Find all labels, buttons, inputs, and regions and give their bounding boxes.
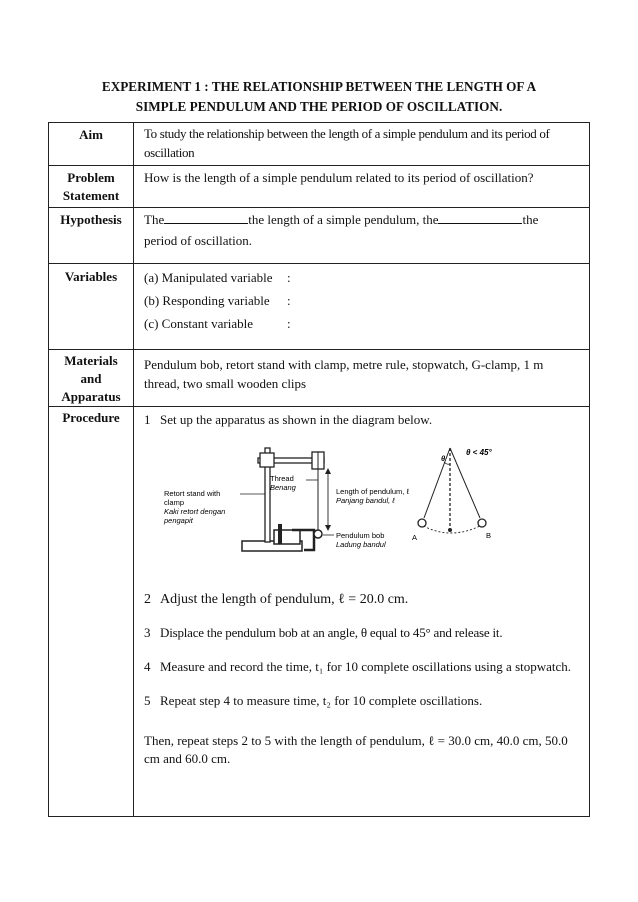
step-5-number: 5 <box>144 693 151 708</box>
hypothesis-row <box>49 208 590 264</box>
materials-label-line-3: Apparatus <box>61 389 121 404</box>
variables-row <box>49 264 590 350</box>
manipulated-variable-label: (a) Manipulated variable <box>144 270 273 285</box>
materials-label-line-2: and <box>80 371 102 386</box>
step-5-text: Repeat step 4 to measure time, t₂ for 10 complete oscillations. <box>160 693 483 708</box>
problem-label-line-2: Statement <box>62 188 120 203</box>
bob-rest-position <box>448 528 452 532</box>
step-1-number: 1 <box>144 412 151 427</box>
length-arrow-bottom <box>325 525 331 531</box>
procedure-step-2 <box>144 591 581 610</box>
problem-text: How is the length of a simple pendulum related to its period of oscillation? <box>134 166 590 208</box>
hypothesis-text <box>134 208 590 264</box>
title-line-1: EXPERIMENT 1 : THE RELATIONSHIP BETWEEN THE LENGTH OF A <box>101 79 537 94</box>
title-line-2: SIMPLE PENDULUM AND THE PERIOD OF OSCILLATION. <box>135 99 503 114</box>
constant-variable <box>144 312 581 335</box>
procedure-final: Then, repeat steps 2 to 5 with the length of pendulum, ℓ = 30.0 cm, 40.0 cm, 50.0 cm and 60.0 cm. <box>144 732 568 766</box>
step-2-text: Adjust the length of pendulum, ℓ = 20.0 cm. <box>160 591 409 607</box>
hypothesis-part-2: the length of a simple pendulum, the <box>248 212 439 227</box>
bob-position-a <box>418 519 426 527</box>
bob-position-b <box>478 519 486 527</box>
thread-label: Thread <box>270 473 294 483</box>
clamp-boss <box>260 453 274 467</box>
procedure-step-1 <box>144 411 581 430</box>
benang-label: Benang <box>270 482 296 492</box>
procedure-row <box>49 407 590 817</box>
procedure-step-5 <box>144 692 581 711</box>
materials-label-line-1: Materials <box>64 353 118 368</box>
point-a-label: A <box>412 532 418 542</box>
step-3-text: Displace the pendulum bob at an angle, θ equal to 45° and release it. <box>160 625 503 640</box>
variables-label: Variables <box>49 264 134 350</box>
retort-label-3: Kaki retort dengan <box>164 506 226 516</box>
retort-label-4: pengapit <box>164 515 193 525</box>
problem-label-line-1: Problem <box>67 170 115 185</box>
problem-row <box>49 166 590 208</box>
aim-label: Aim <box>49 123 134 166</box>
bob-label-2: Ladung bandul <box>336 539 386 549</box>
materials-label <box>49 350 134 407</box>
swing-right-thread <box>450 448 480 518</box>
manipulated-variable <box>144 266 581 289</box>
procedure-content <box>134 407 590 817</box>
experiment-title <box>48 77 590 117</box>
length-arrow-top <box>325 468 331 474</box>
g-clamp-screw <box>278 524 282 544</box>
experiment-table <box>48 122 590 817</box>
hypothesis-part-1: The <box>144 212 165 227</box>
aim-text: To study the relationship between the length of a simple pendulum and its period of oscillation <box>134 123 590 166</box>
hypothesis-part-4: period of oscillation. <box>144 233 252 248</box>
problem-label <box>49 166 134 208</box>
length-label-1: Length of pendulum, ℓ <box>336 486 409 496</box>
bob-label-1: Pendulum bob <box>336 530 385 540</box>
materials-text: Pendulum bob, retort stand with clamp, metre rule, stopwatch, G-clamp, 1 m thread, two small wooden clips <box>134 350 590 407</box>
pendulum-bob-icon <box>314 530 322 538</box>
constant-variable-colon: : <box>287 316 291 331</box>
stand-base-block <box>274 530 300 544</box>
step-4-text: Measure and record the time, t₁ for 10 complete oscillations using a stopwatch. <box>160 658 572 674</box>
procedure-step-3 <box>144 624 581 643</box>
point-b-label: B <box>486 530 492 540</box>
responding-variable-label: (b) Responding variable <box>144 293 270 308</box>
hypothesis-blank-2[interactable] <box>438 212 522 224</box>
hypothesis-blank-1[interactable] <box>164 212 248 224</box>
angle-label: θ < 45° <box>466 447 492 457</box>
step-1-text: Set up the apparatus as shown in the diagram below. <box>160 412 433 427</box>
retort-label-2: clamp <box>164 497 185 507</box>
constant-variable-label: (c) Constant variable <box>144 316 254 331</box>
hypothesis-part-3: the <box>522 212 539 227</box>
swing-arc <box>420 524 484 533</box>
manipulated-variable-colon: : <box>287 270 291 285</box>
retort-label-1: Retort stand with <box>164 488 221 498</box>
materials-row <box>49 350 590 407</box>
step-4-number: 4 <box>144 658 151 674</box>
step-2-number: 2 <box>144 591 151 607</box>
step-3-number: 3 <box>144 625 151 640</box>
variables-list <box>134 264 590 350</box>
length-label-2: Panjang bandul, ℓ <box>336 495 395 505</box>
aim-row <box>49 123 590 166</box>
theta-label: θ <box>441 453 446 463</box>
procedure-step-4 <box>144 658 581 677</box>
responding-variable <box>144 289 581 312</box>
responding-variable-colon: : <box>287 293 291 308</box>
apparatus-diagram <box>154 438 554 573</box>
swing-left-thread <box>424 448 450 518</box>
hypothesis-label: Hypothesis <box>49 208 134 264</box>
procedure-label: Procedure <box>49 407 134 817</box>
